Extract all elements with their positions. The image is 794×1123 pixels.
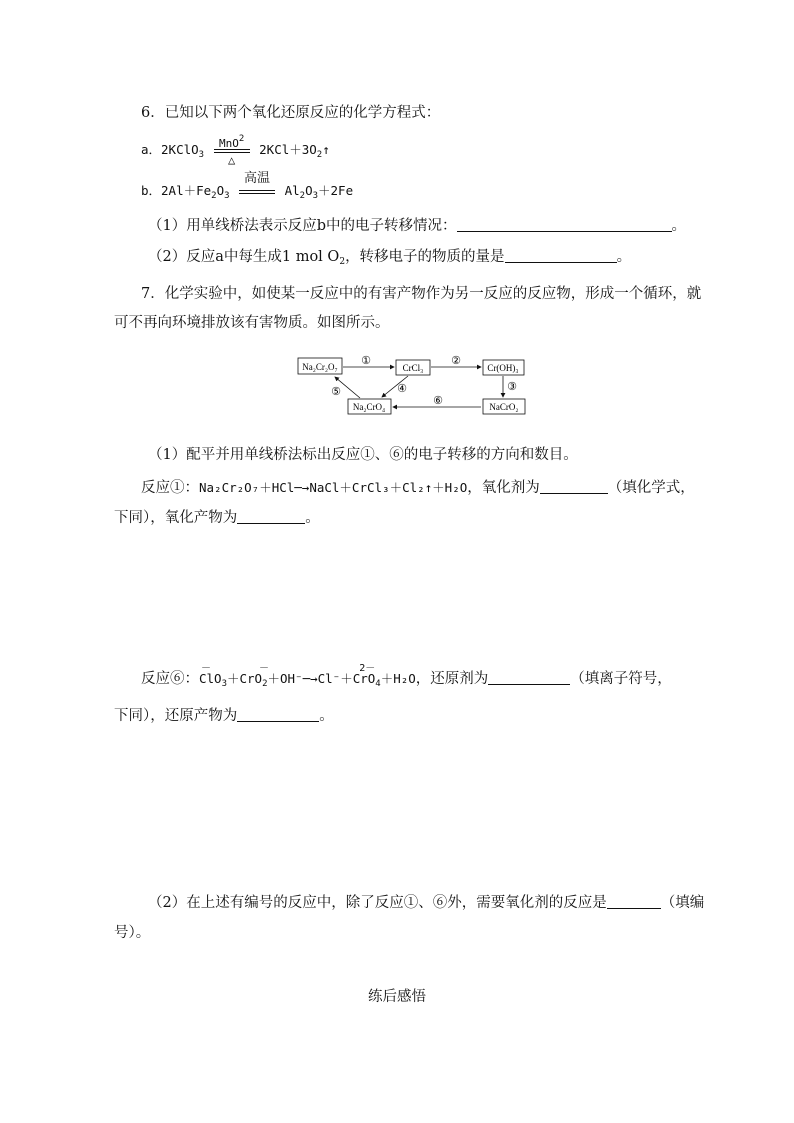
footer-reflection-title: 练后感悟 xyxy=(368,989,426,1005)
reaction-1-line2: 下同），氧化产物为 。 xyxy=(114,510,320,526)
q6-equation-b: b．$2Al+Fe_2O_3$ 高温 $Al_2O_3+2Fe$ xyxy=(141,170,354,201)
q6-title: 6．已知以下两个氧化还原反应的化学方程式： xyxy=(141,105,441,121)
label-nacro2: NaCrO₂ xyxy=(489,402,519,412)
reaction-1-line: 反应①：Na₂Cr₂O₇＋HCl─→NaCl＋CrCl₃＋Cl₂↑＋H₂O，氧化剂为 （填化学式， xyxy=(141,480,695,496)
label-na2cro4: Na₂CrO₄ xyxy=(352,402,386,412)
chromium-cycle-diagram xyxy=(290,350,540,420)
label-reaction-2: ② xyxy=(451,355,461,367)
answer-blank-oxidant[interactable] xyxy=(540,479,608,494)
label-reaction-4: ④ xyxy=(397,383,407,395)
reaction-condition-b: 高温 xyxy=(237,182,277,202)
q7-intro-line1: 7．化学实验中，如使某一反应中的有害产物作为另一反应的反应物，形成一个循环，就 xyxy=(141,286,702,302)
reaction-condition-a: MnO$^2$ △ xyxy=(212,141,252,161)
label-reaction-6: ⑥ xyxy=(433,395,443,407)
answer-blank-reductant[interactable] xyxy=(488,670,570,685)
label-na2cr2o7: Na₂Cr₂O₇ xyxy=(302,362,338,372)
reaction-6-line2: 下同），还原产物为 。 xyxy=(114,708,334,724)
reaction-6-line: 反应⑥： － ClO$_3$＋CrO － $_2$＋OH⁻─→Cl⁻＋CrO 2－ $_4$＋H₂O，还原剂为 （填离子符号， xyxy=(141,663,672,689)
q7-part2-line2: 号）。 xyxy=(114,925,151,941)
q6-part2: （2）反应a中每生成1 mol $O_2$，转移电子的物质的量是 。 xyxy=(148,249,632,267)
label-reaction-1: ① xyxy=(361,355,371,367)
label-reaction-5: ⑤ xyxy=(331,386,341,398)
answer-blank-q6-1[interactable] xyxy=(457,217,672,232)
answer-blank-oxidation-product[interactable] xyxy=(237,509,305,524)
q7-part1-instruction: （1）配平并用单线桥法标出反应①、⑥的电子转移的方向和数目。 xyxy=(148,447,578,463)
q6-part1: （1）用单线桥法表示反应b中的电子转移情况： 。 xyxy=(148,218,687,234)
q7-part2: （2）在上述有编号的反应中，除了反应①、⑥外，需要氧化剂的反应是 （填编 xyxy=(148,895,705,911)
label-croh3: Cr(OH)₃ xyxy=(487,363,519,373)
answer-blank-q7-2[interactable] xyxy=(607,894,661,909)
answer-blank-q6-2[interactable] xyxy=(505,248,617,263)
answer-blank-reduction-product[interactable] xyxy=(237,707,319,722)
q7-intro-line2: 可不再向环境排放该有害物质。如图所示。 xyxy=(114,315,390,331)
label-reaction-3: ③ xyxy=(507,381,517,393)
label-crcl3: CrCl₃ xyxy=(402,363,424,373)
q6-equation-a: a．2KClO$_3$ MnO$^2$ △ $2KCl+3O_2↑$ xyxy=(141,133,330,167)
